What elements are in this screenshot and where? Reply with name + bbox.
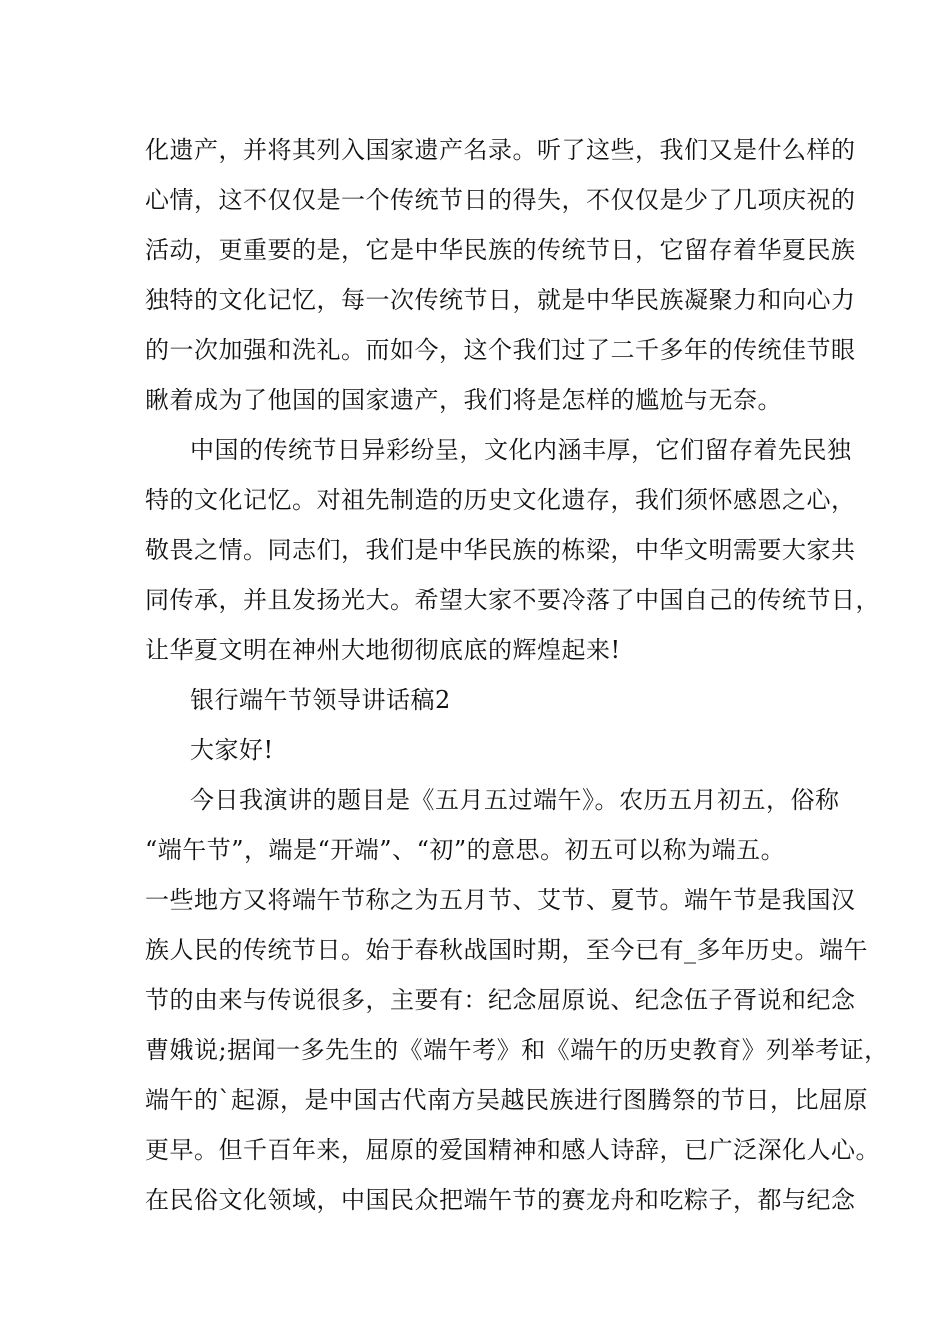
paragraph-first-line: 中国的传统节日异彩纷呈，文化内涵丰厚，它们留存着先民独: [190, 436, 852, 464]
text-line: 让华夏文明在神州大地彻彻底底的辉煌起来!: [145, 636, 621, 664]
text-line: 节的由来与传说很多，主要有：纪念屈原说、纪念伍子胥说和纪念: [145, 986, 856, 1014]
text-line: 敬畏之情。同志们，我们是中华民族的栋梁，中华文明需要大家共: [145, 536, 856, 564]
text-line: 在民俗文化领域，中国民众把端午节的赛龙舟和吃粽子，都与纪念: [145, 1186, 856, 1214]
text-line: 的一次加强和洗礼。而如今，这个我们过了二千多年的传统佳节眼: [145, 336, 856, 364]
paragraph-first-line: 今日我演讲的题目是《五月五过端午》。农历五月初五，俗称: [190, 786, 840, 814]
text-line: 曹娥说;据闻一多先生的《端午考》和《端午的历史教育》列举考证，: [145, 1036, 889, 1064]
section-heading: 银行端午节领导讲话稿2: [190, 686, 451, 714]
text-line: 心情，这不仅仅是一个传统节日的得失，不仅仅是少了几项庆祝的: [145, 186, 856, 214]
text-line: 瞅着成为了他国的国家遗产，我们将是怎样的尴尬与无奈。: [145, 386, 782, 414]
text-line: 特的文化记忆。对祖先制造的历史文化遗存，我们须怀感恩之心，: [145, 486, 856, 514]
text-line: 族人民的传统节日。始于春秋战国时期，至今已有_多年历史。端午: [145, 936, 868, 964]
text-line: 独特的文化记忆，每一次传统节日，就是中华民族凝聚力和向心力: [145, 286, 856, 314]
text-line: 端午的`起源，是中国古代南方吴越民族进行图腾祭的节日，比屈原: [145, 1086, 868, 1114]
greeting-line: 大家好!: [190, 736, 274, 764]
text-line: 化遗产，并将其列入国家遗产名录。听了这些，我们又是什么样的: [145, 136, 856, 164]
text-line: 一些地方又将端午节称之为五月节、艾节、夏节。端午节是我国汉: [145, 886, 856, 914]
text-line: 同传承，并且发扬光大。希望大家不要冷落了中国自己的传统节日，: [145, 586, 880, 614]
text-line: 活动，更重要的是，它是中华民族的传统节日，它留存着华夏民族: [145, 236, 856, 264]
text-line: “端午节”，端是“开端”、“初”的意思。初五可以称为端五。: [145, 836, 786, 864]
text-line: 更早。但千百年来，屈原的爱国精神和感人诗辞，已广泛深化人心。: [145, 1136, 880, 1164]
